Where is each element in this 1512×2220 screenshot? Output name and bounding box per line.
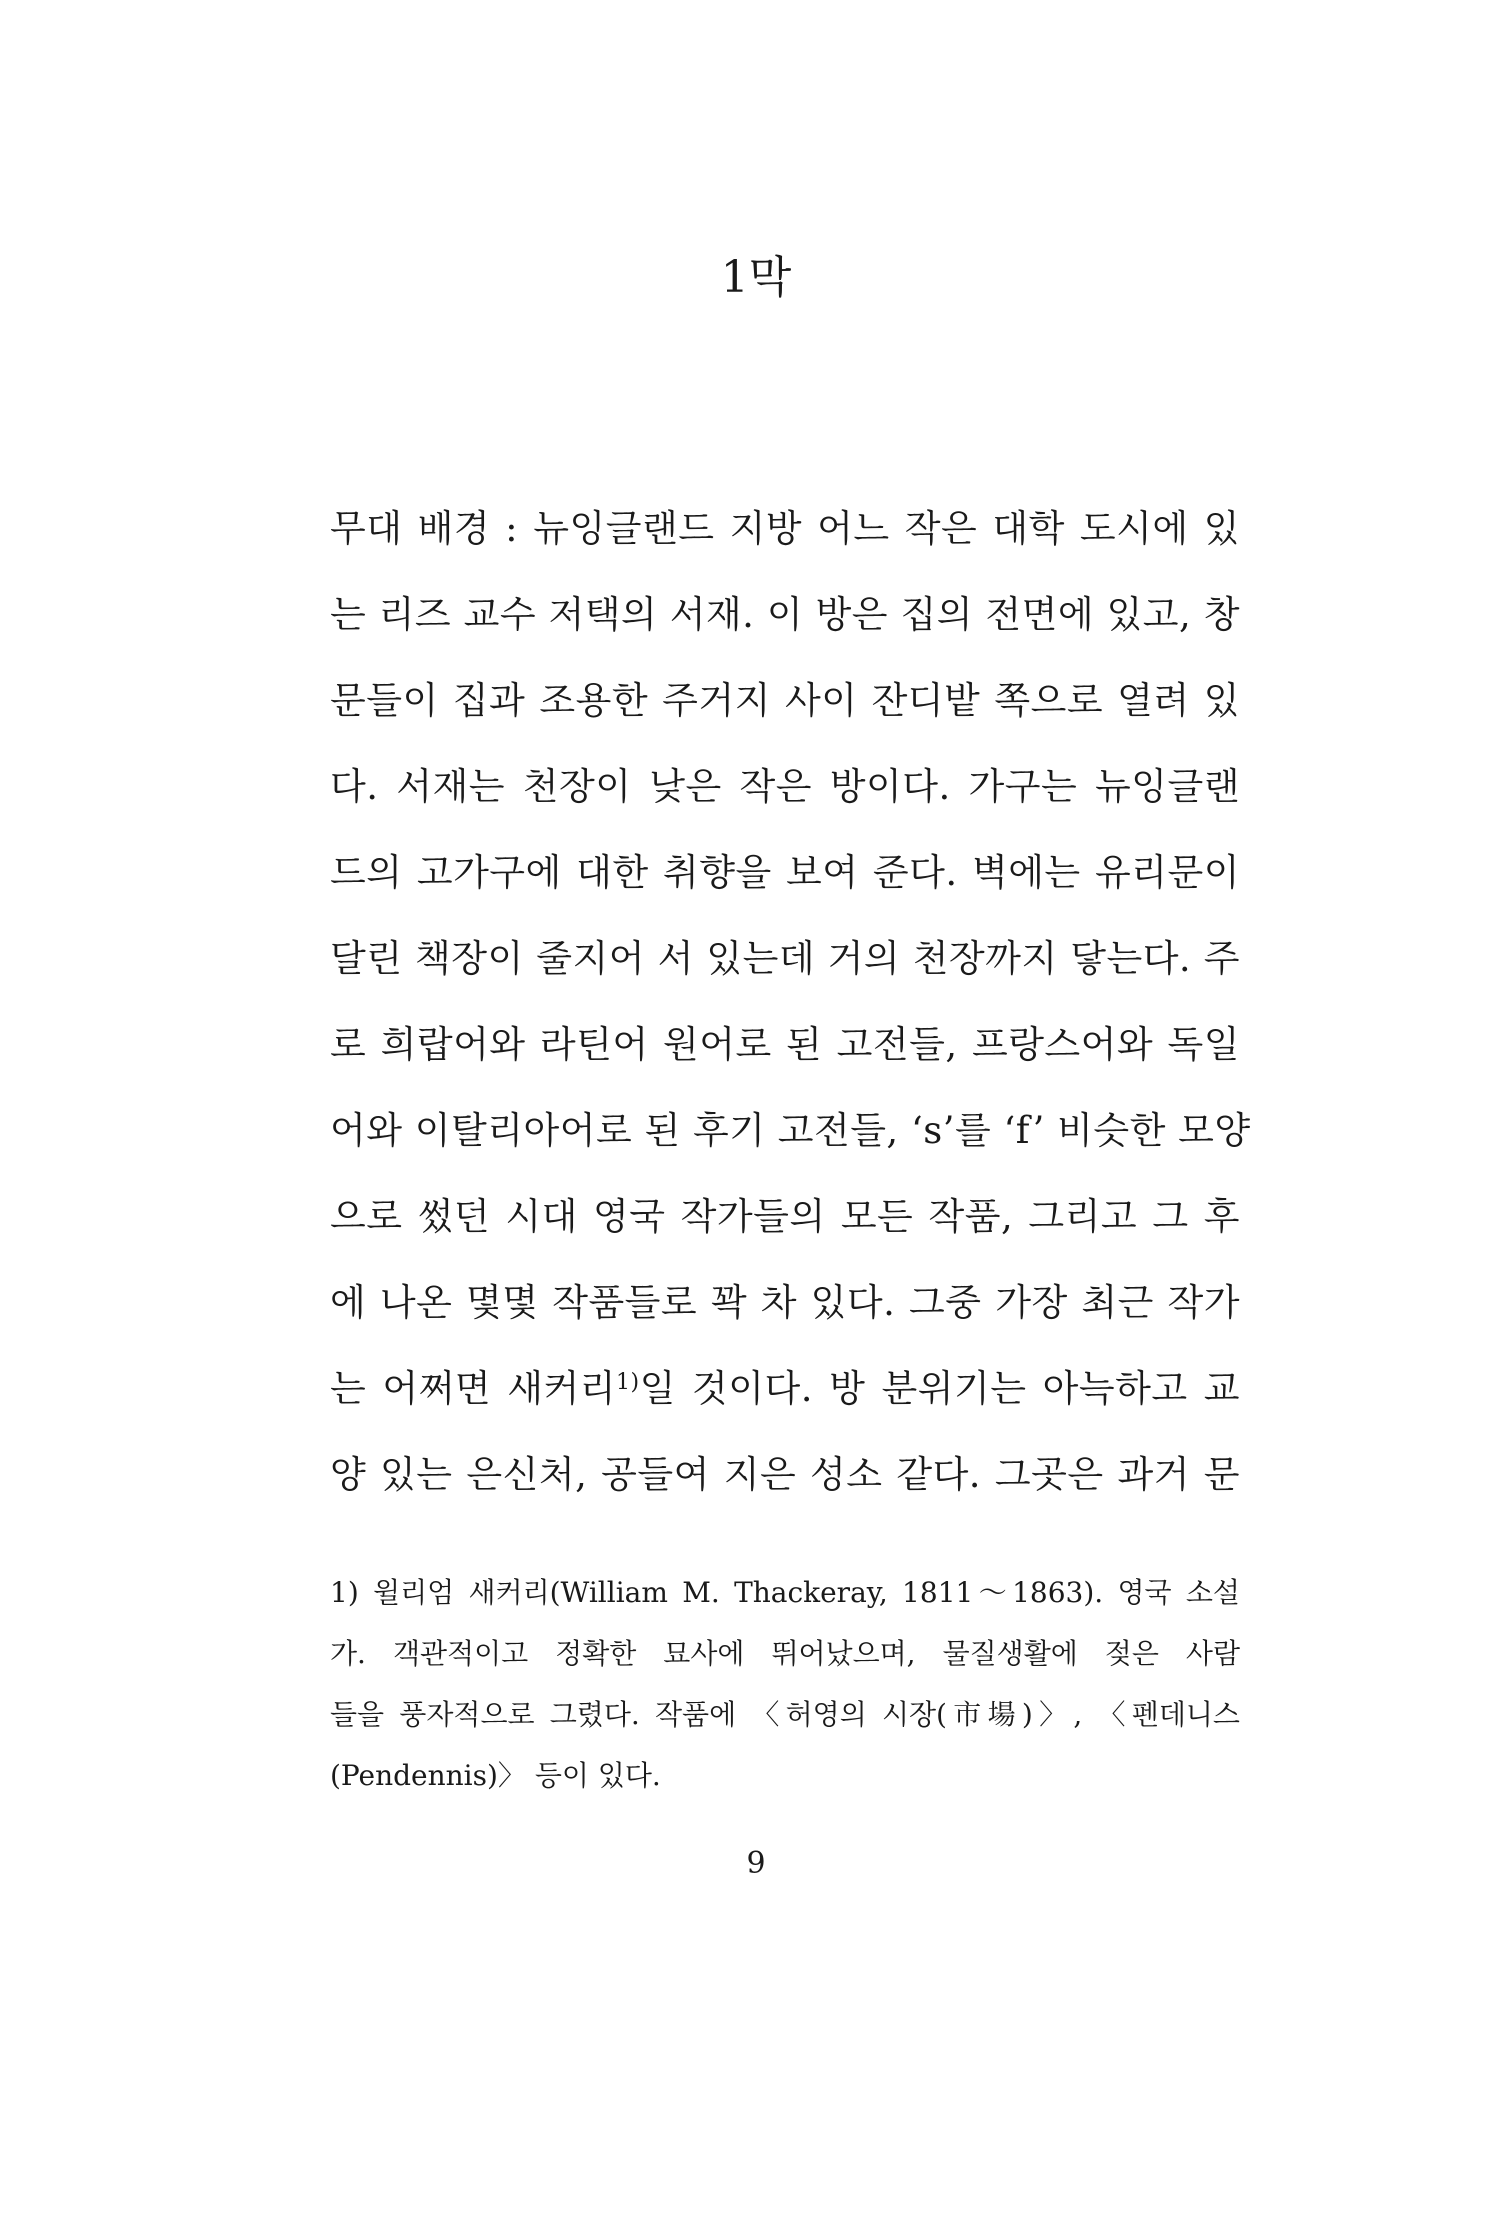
body-line: 다. 서재는 천장이 낮은 작은 방이다. 가구는 뉴잉글랜 (330, 765, 1240, 808)
footnote (330, 1562, 1240, 1806)
body-line: 무대 배경 : 뉴잉글랜드 지방 어느 작은 대학 도시에 있 (330, 507, 1240, 550)
body-paragraph (330, 486, 1251, 1518)
body-line: 으로 썼던 시대 영국 작가들의 모든 작품, 그리고 그 후 (330, 1195, 1240, 1238)
body-line: 달린 책장이 줄지어 서 있는데 거의 천장까지 닿는다. 주 (330, 937, 1240, 980)
footnote-line: 1) 윌리엄 새커리(William M. Thackeray, 1811～1863). 영국 소설 (330, 1576, 1240, 1609)
footnote-reference: 1) (616, 1370, 640, 1395)
footnote-line: 가. 객관적이고 정확한 묘사에 뛰어났으며, 물질생활에 젖은 사람 (330, 1637, 1240, 1670)
body-line: 드의 고가구에 대한 취향을 보여 준다. 벽에는 유리문이 (330, 851, 1240, 894)
body-line: 로 희랍어와 라틴어 원어로 된 고전들, 프랑스어와 독일 (330, 1023, 1240, 1066)
body-line: 어와 이탈리아어로 된 후기 고전들, ‘s’를 ‘f’ 비슷한 모양 (330, 1109, 1251, 1152)
footnote-line: (Pendennis)〉 등이 있다. (330, 1759, 661, 1792)
body-line: 문들이 집과 조용한 주거지 사이 잔디밭 쪽으로 열려 있 (330, 679, 1240, 722)
body-line-with-footnote (330, 1346, 1240, 1432)
footnote-line: 들을 풍자적으로 그렸다. 작품에 〈허영의 시장(市場)〉, 〈펜데니스 (330, 1698, 1240, 1731)
body-line: 양 있는 은신처, 공들여 지은 성소 같다. 그곳은 과거 문 (330, 1453, 1240, 1496)
chapter-title: 1막 (720, 252, 792, 303)
body-line-part: 는 어쩌면 새커리 (330, 1367, 616, 1410)
page-number: 9 (746, 1846, 766, 1881)
body-line-part: 일 것이다. 방 분위기는 아늑하고 교 (639, 1367, 1240, 1410)
body-line: 는 리즈 교수 저택의 서재. 이 방은 집의 전면에 있고, 창 (330, 593, 1240, 636)
body-line: 에 나온 몇몇 작품들로 꽉 차 있다. 그중 가장 최근 작가 (330, 1281, 1240, 1324)
